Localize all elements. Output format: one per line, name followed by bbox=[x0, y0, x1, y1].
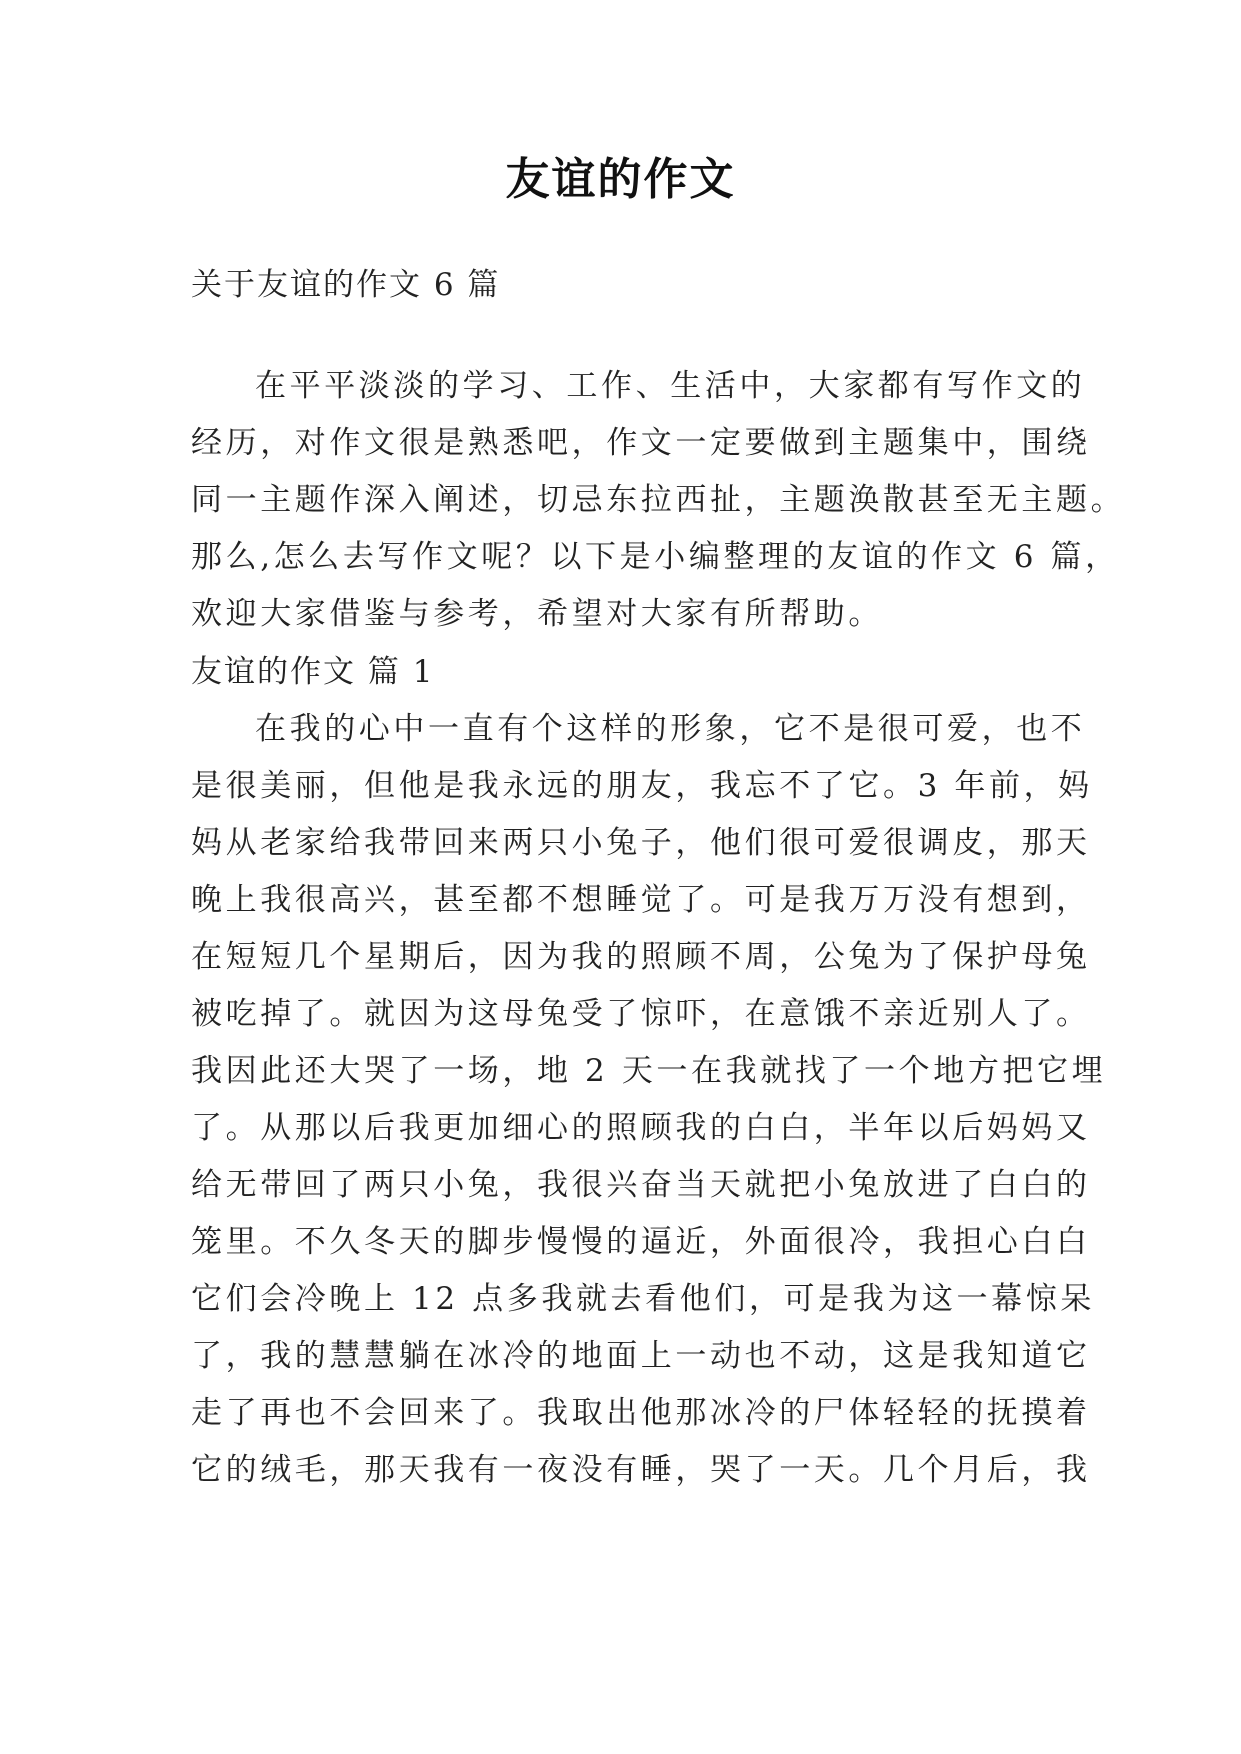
body-line: 被吃掉了。就因为这母兔受了惊吓，在意饿不亲近别人了。 bbox=[191, 996, 1091, 1032]
body-line: 了。从那以后我更加细心的照顾我的白白，半年以后妈妈又 bbox=[191, 1110, 1091, 1146]
document-subtitle: 关于友谊的作文 6 篇 bbox=[191, 267, 501, 303]
intro-line: 欢迎大家借鉴与参考，希望对大家有所帮助。 bbox=[191, 596, 883, 632]
intro-line: 同一主题作深入阐述，切忌东拉西扯，主题涣散甚至无主题。 bbox=[191, 482, 1126, 518]
body-line: 了，我的慧慧躺在冰冷的地面上一动也不动，这是我知道它 bbox=[191, 1338, 1091, 1374]
body-line: 在短短几个星期后，因为我的照顾不周，公兔为了保护母兔 bbox=[191, 939, 1091, 975]
document-title: 友谊的作文 bbox=[505, 154, 736, 205]
body-line: 笼里。不久冬天的脚步慢慢的逼近，外面很冷，我担心白白 bbox=[191, 1224, 1091, 1260]
intro-line: 在平平淡淡的学习、工作、生活中，大家都有写作文的 bbox=[255, 368, 1086, 404]
body-line: 它们会冷晚上 12 点多我就去看他们，可是我为这一幕惊呆 bbox=[191, 1281, 1095, 1317]
body-line: 晚上我很高兴，甚至都不想睡觉了。可是我万万没有想到， bbox=[191, 882, 1091, 918]
body-line: 我因此还大哭了一场，地 2 天一在我就找了一个地方把它埋 bbox=[191, 1053, 1107, 1089]
body-line: 走了再也不会回来了。我取出他那冰冷的尸体轻轻的抚摸着 bbox=[191, 1395, 1091, 1431]
intro-line: 经历，对作文很是熟悉吧，作文一定要做到主题集中，围绕 bbox=[191, 425, 1091, 461]
body-line: 妈从老家给我带回来两只小兔子，他们很可爱很调皮，那天 bbox=[191, 825, 1091, 861]
body-line: 在我的心中一直有个这样的形象，它不是很可爱，也不 bbox=[255, 711, 1086, 747]
body-line: 给无带回了两只小兔，我很兴奋当天就把小兔放进了白白的 bbox=[191, 1167, 1091, 1203]
body-line: 是很美丽，但他是我永远的朋友，我忘不了它。3 年前，妈 bbox=[191, 768, 1093, 804]
intro-line: 那么,怎么去写作文呢？以下是小编整理的友谊的作文 6 篇， bbox=[191, 539, 1120, 575]
section-heading: 友谊的作文 篇 1 bbox=[191, 654, 435, 690]
body-line: 它的绒毛，那天我有一夜没有睡，哭了一天。几个月后，我 bbox=[191, 1452, 1091, 1488]
